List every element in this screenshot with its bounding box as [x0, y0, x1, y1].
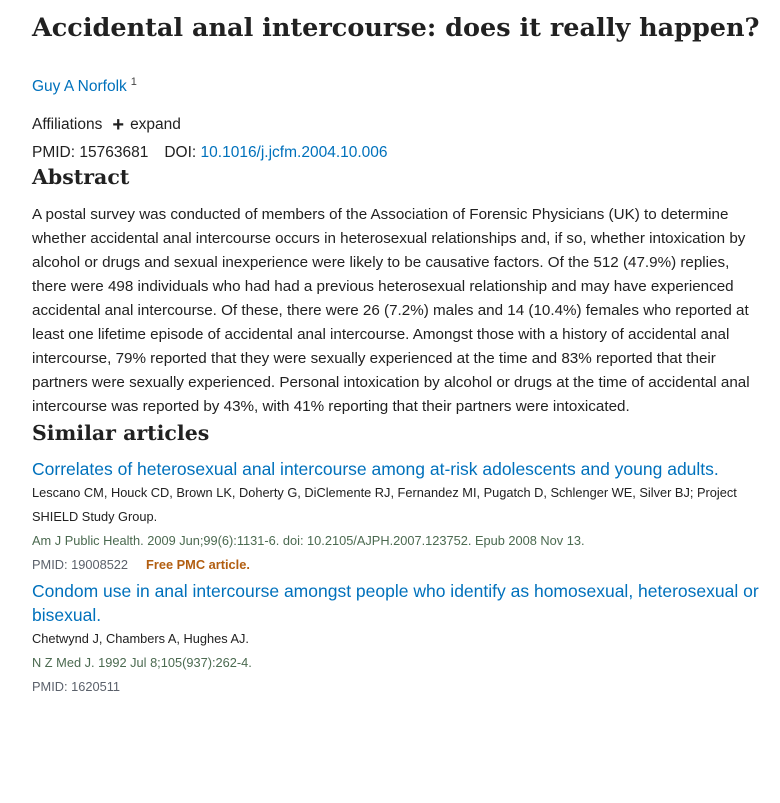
free-pmc-article-link[interactable]: Free PMC article. [146, 557, 250, 573]
similar-article-pmid: PMID: 1620511 [32, 679, 120, 695]
expand-affiliations-button[interactable] [112, 115, 181, 135]
article-title: Accidental anal intercourse: does it really happen? [32, 13, 760, 43]
author-list [32, 72, 762, 97]
pmid-value: 15763681 [79, 144, 149, 162]
plus-icon: + [112, 114, 125, 137]
similar-articles-heading: Similar articles [32, 421, 210, 446]
abstract-text: A postal survey was conducted of members of the Association of Forensic Physicians (UK) to determine whether accidental anal intercourse occurs in heterosexual relationships and, if so, whether intoxication by alcohol or drugs and sexual inexperience were likely to be causative factors. Of the 512 (47.9%) replies, there were 498 individuals who had had a previous heterosexual relationship and may have experienced accidental anal intercourse. Of these, there were 26 (7.2%) males and 14 (10.4%) females who reported at least one lifetime episode of accidental anal intercourse. Amongst those with a history of accidental anal intercourse, 79% reported that they were sexually experienced at the time and 83% reported that their partners were sexually experienced. Personal intoxication by alcohol or drugs at the time of accidental anal intercourse was reported by 43%, with 41% reporting that their partners were intoxicated. [32, 206, 750, 416]
similar-article-authors: Chetwynd J, Chambers A, Hughes AJ. [32, 631, 249, 647]
similar-article-ids [32, 675, 762, 699]
similar-article-title-link[interactable]: Correlates of heterosexual anal intercourse among at-risk adolescents and young adults. [32, 459, 719, 480]
author-link[interactable]: Guy A Norfolk [32, 78, 127, 96]
abstract-heading: Abstract [32, 165, 130, 190]
affiliations-row [32, 115, 762, 135]
doi-label: DOI: [164, 144, 197, 162]
similar-article-ids [32, 553, 762, 577]
article-identifiers [32, 143, 762, 163]
expand-label: expand [130, 116, 181, 134]
similar-article [32, 457, 762, 577]
similar-article-pmid: PMID: 19008522 [32, 557, 129, 573]
similar-article-title-link[interactable]: Condom use in anal intercourse amongst people who identify as homosexual, heterosexual or bisexual. [32, 581, 759, 626]
affiliations-label: Affiliations [32, 116, 103, 134]
similar-article [32, 579, 762, 699]
similar-article-citation: N Z Med J. 1992 Jul 8;105(937):262-4. [32, 655, 252, 671]
affiliation-number: 1 [130, 76, 137, 88]
similar-article-authors: Lescano CM, Houck CD, Brown LK, Doherty G, DiClemente RJ, Fernandez MI, Pugatch D, Schlenger WE, Silver BJ; Project SHIELD Study Group. [32, 485, 737, 525]
pmid-label: PMID: [32, 144, 76, 162]
doi-link[interactable]: 10.1016/j.jcfm.2004.10.006 [200, 144, 388, 162]
similar-article-citation: Am J Public Health. 2009 Jun;99(6):1131-6. doi: 10.2105/AJPH.2007.123752. Epub 2008 Nov 13. [32, 533, 585, 549]
